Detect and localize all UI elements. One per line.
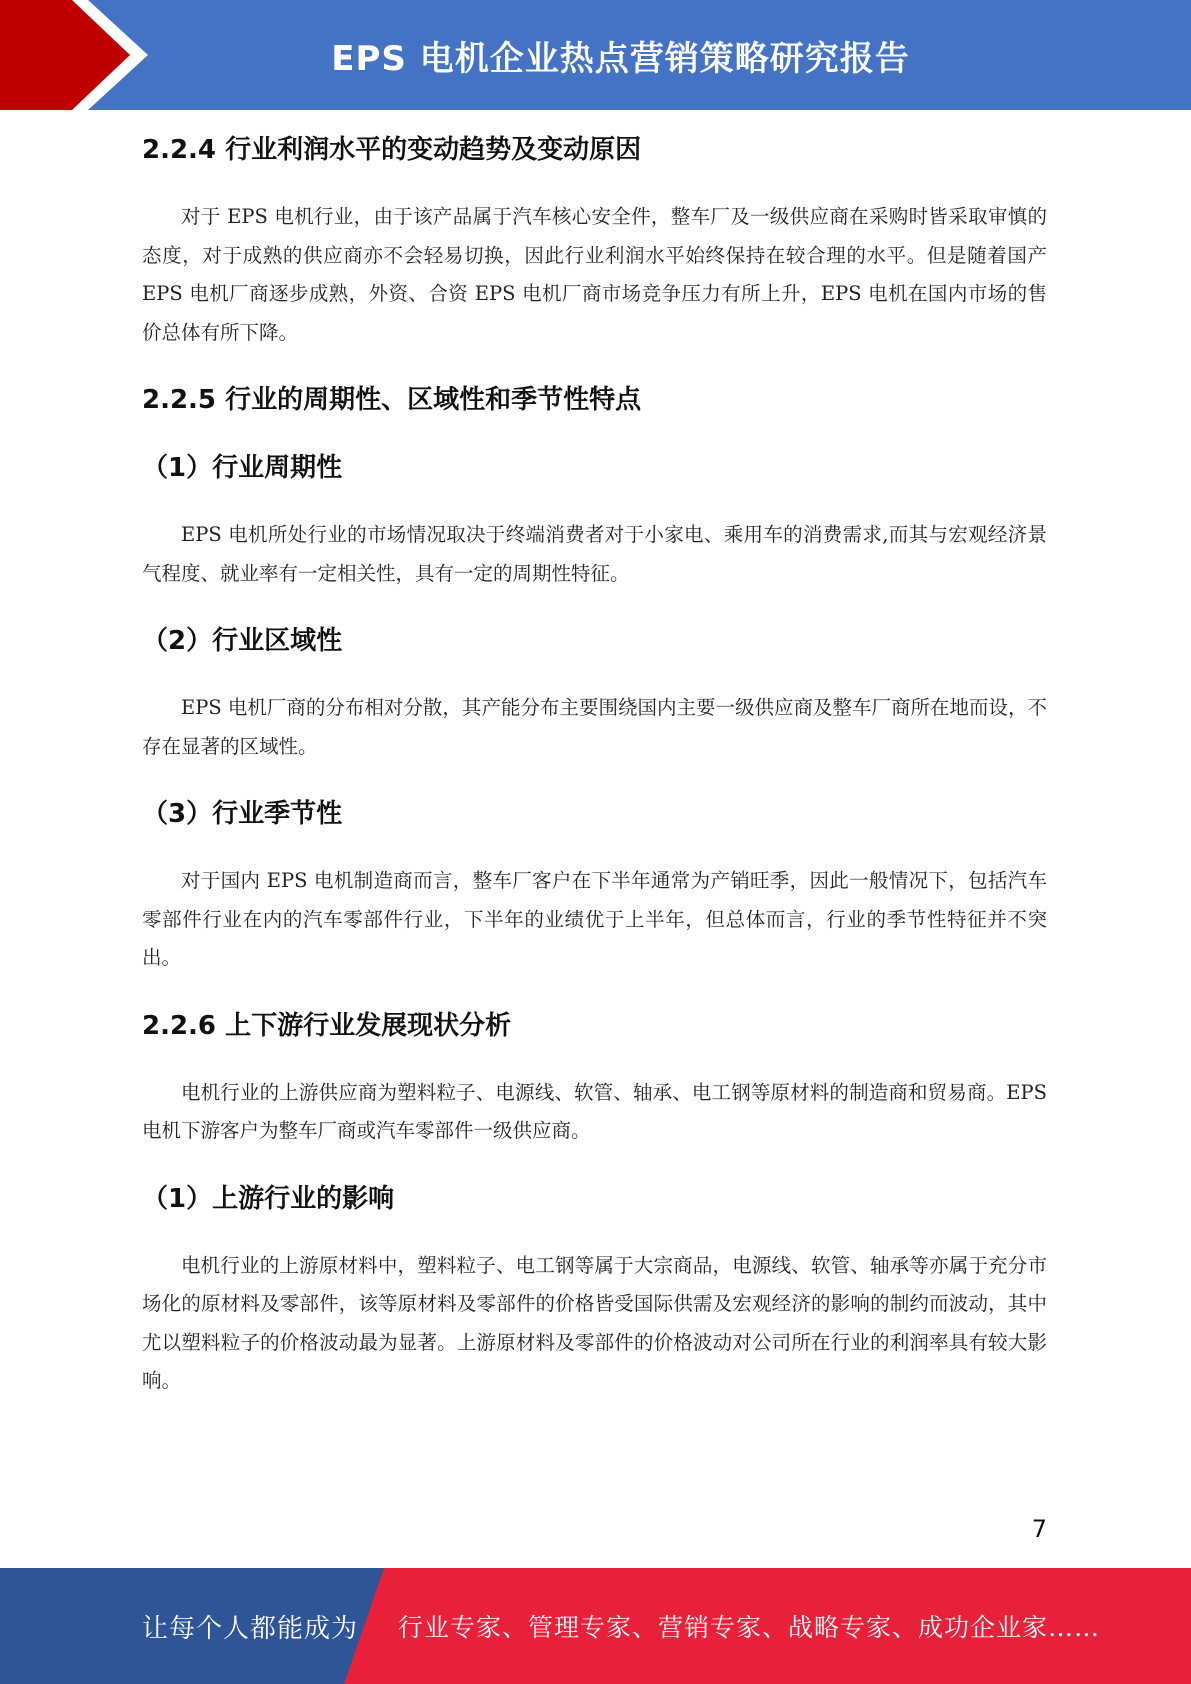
subheading-cyclical: （1）行业周期性 <box>142 453 343 483</box>
footer-slogan-left: 让每个人都能成为 <box>142 1613 359 1644</box>
upstream-paragraph: 电机行业的上游原材料中，塑料粒子、电工钢等属于大宗商品，电源线、软管、轴承等亦属于充分市场化的原材料及零部件，该等原材料及零部件的价格皆受国际供需及宏观经济的影响的制约而波动，其中尤以塑料粒子的价格波动最为显著。上游原材料及零部件的价格波动对公司所在行业的利润率具有较大影响。 <box>142 1253 1047 1392</box>
regional-paragraph: EPS 电机厂商的分布相对分散，其产能分布主要围绕国内主要一级供应商及整车厂商所在地而设，不存在显著的区域性。 <box>142 696 1047 758</box>
report-title: EPS 电机企业热点营销策略研究报告 <box>331 38 910 79</box>
page-number: 7 <box>1031 1515 1047 1543</box>
document-body <box>142 130 1047 1429</box>
subheading-regional: （2）行业区域性 <box>142 626 343 656</box>
page-footer <box>0 1568 1191 1684</box>
subheading-upstream: （1）上游行业的影响 <box>142 1183 395 1214</box>
seasonal-paragraph: 对于国内 EPS 电机制造商而言，整车厂客户在下半年通常为产销旺季，因此一般情况下，包括汽车零部件行业在内的汽车零部件行业，下半年的业绩优于上半年，但总体而言，行业的季节性特征并不突出。 <box>142 869 1047 969</box>
cyclical-paragraph: EPS 电机所处行业的市场情况取决于终端消费者对于小家电、乘用车的消费需求,而其与宏观经济景气程度、就业率有一定相关性，具有一定的周期性特征。 <box>142 523 1047 585</box>
page-header <box>0 0 1191 110</box>
section-2-2-4-paragraph: 对于 EPS 电机行业，由于该产品属于汽车核心安全件，整车厂及一级供应商在采购时皆采取审慎的态度，对于成熟的供应商亦不会轻易切换，因此行业利润水平始终保持在较合理的水平。但是随着国产 EPS 电机厂商逐步成熟，外资、合资 EPS 电机厂商市场竞争压力有所上升，EPS 电机在国内市场的售价总体有所下降。 <box>142 205 1047 344</box>
section-heading-2-2-6: 2.2.6 上下游行业发展现状分析 <box>142 1010 512 1041</box>
section-2-2-6-paragraph: 电机行业的上游供应商为塑料粒子、电源线、软管、轴承、电工钢等原材料的制造商和贸易商。EPS 电机下游客户为整车厂商或汽车零部件一级供应商。 <box>142 1080 1047 1142</box>
footer-slogan-right: 行业专家、管理专家、营销专家、战略专家、成功企业家…… <box>398 1613 1101 1642</box>
section-heading-2-2-4: 2.2.4 行业利润水平的变动趋势及变动原因 <box>142 135 642 165</box>
section-heading-2-2-5: 2.2.5 行业的周期性、区域性和季节性特点 <box>142 385 642 415</box>
subheading-seasonal: （3）行业季节性 <box>142 799 343 829</box>
